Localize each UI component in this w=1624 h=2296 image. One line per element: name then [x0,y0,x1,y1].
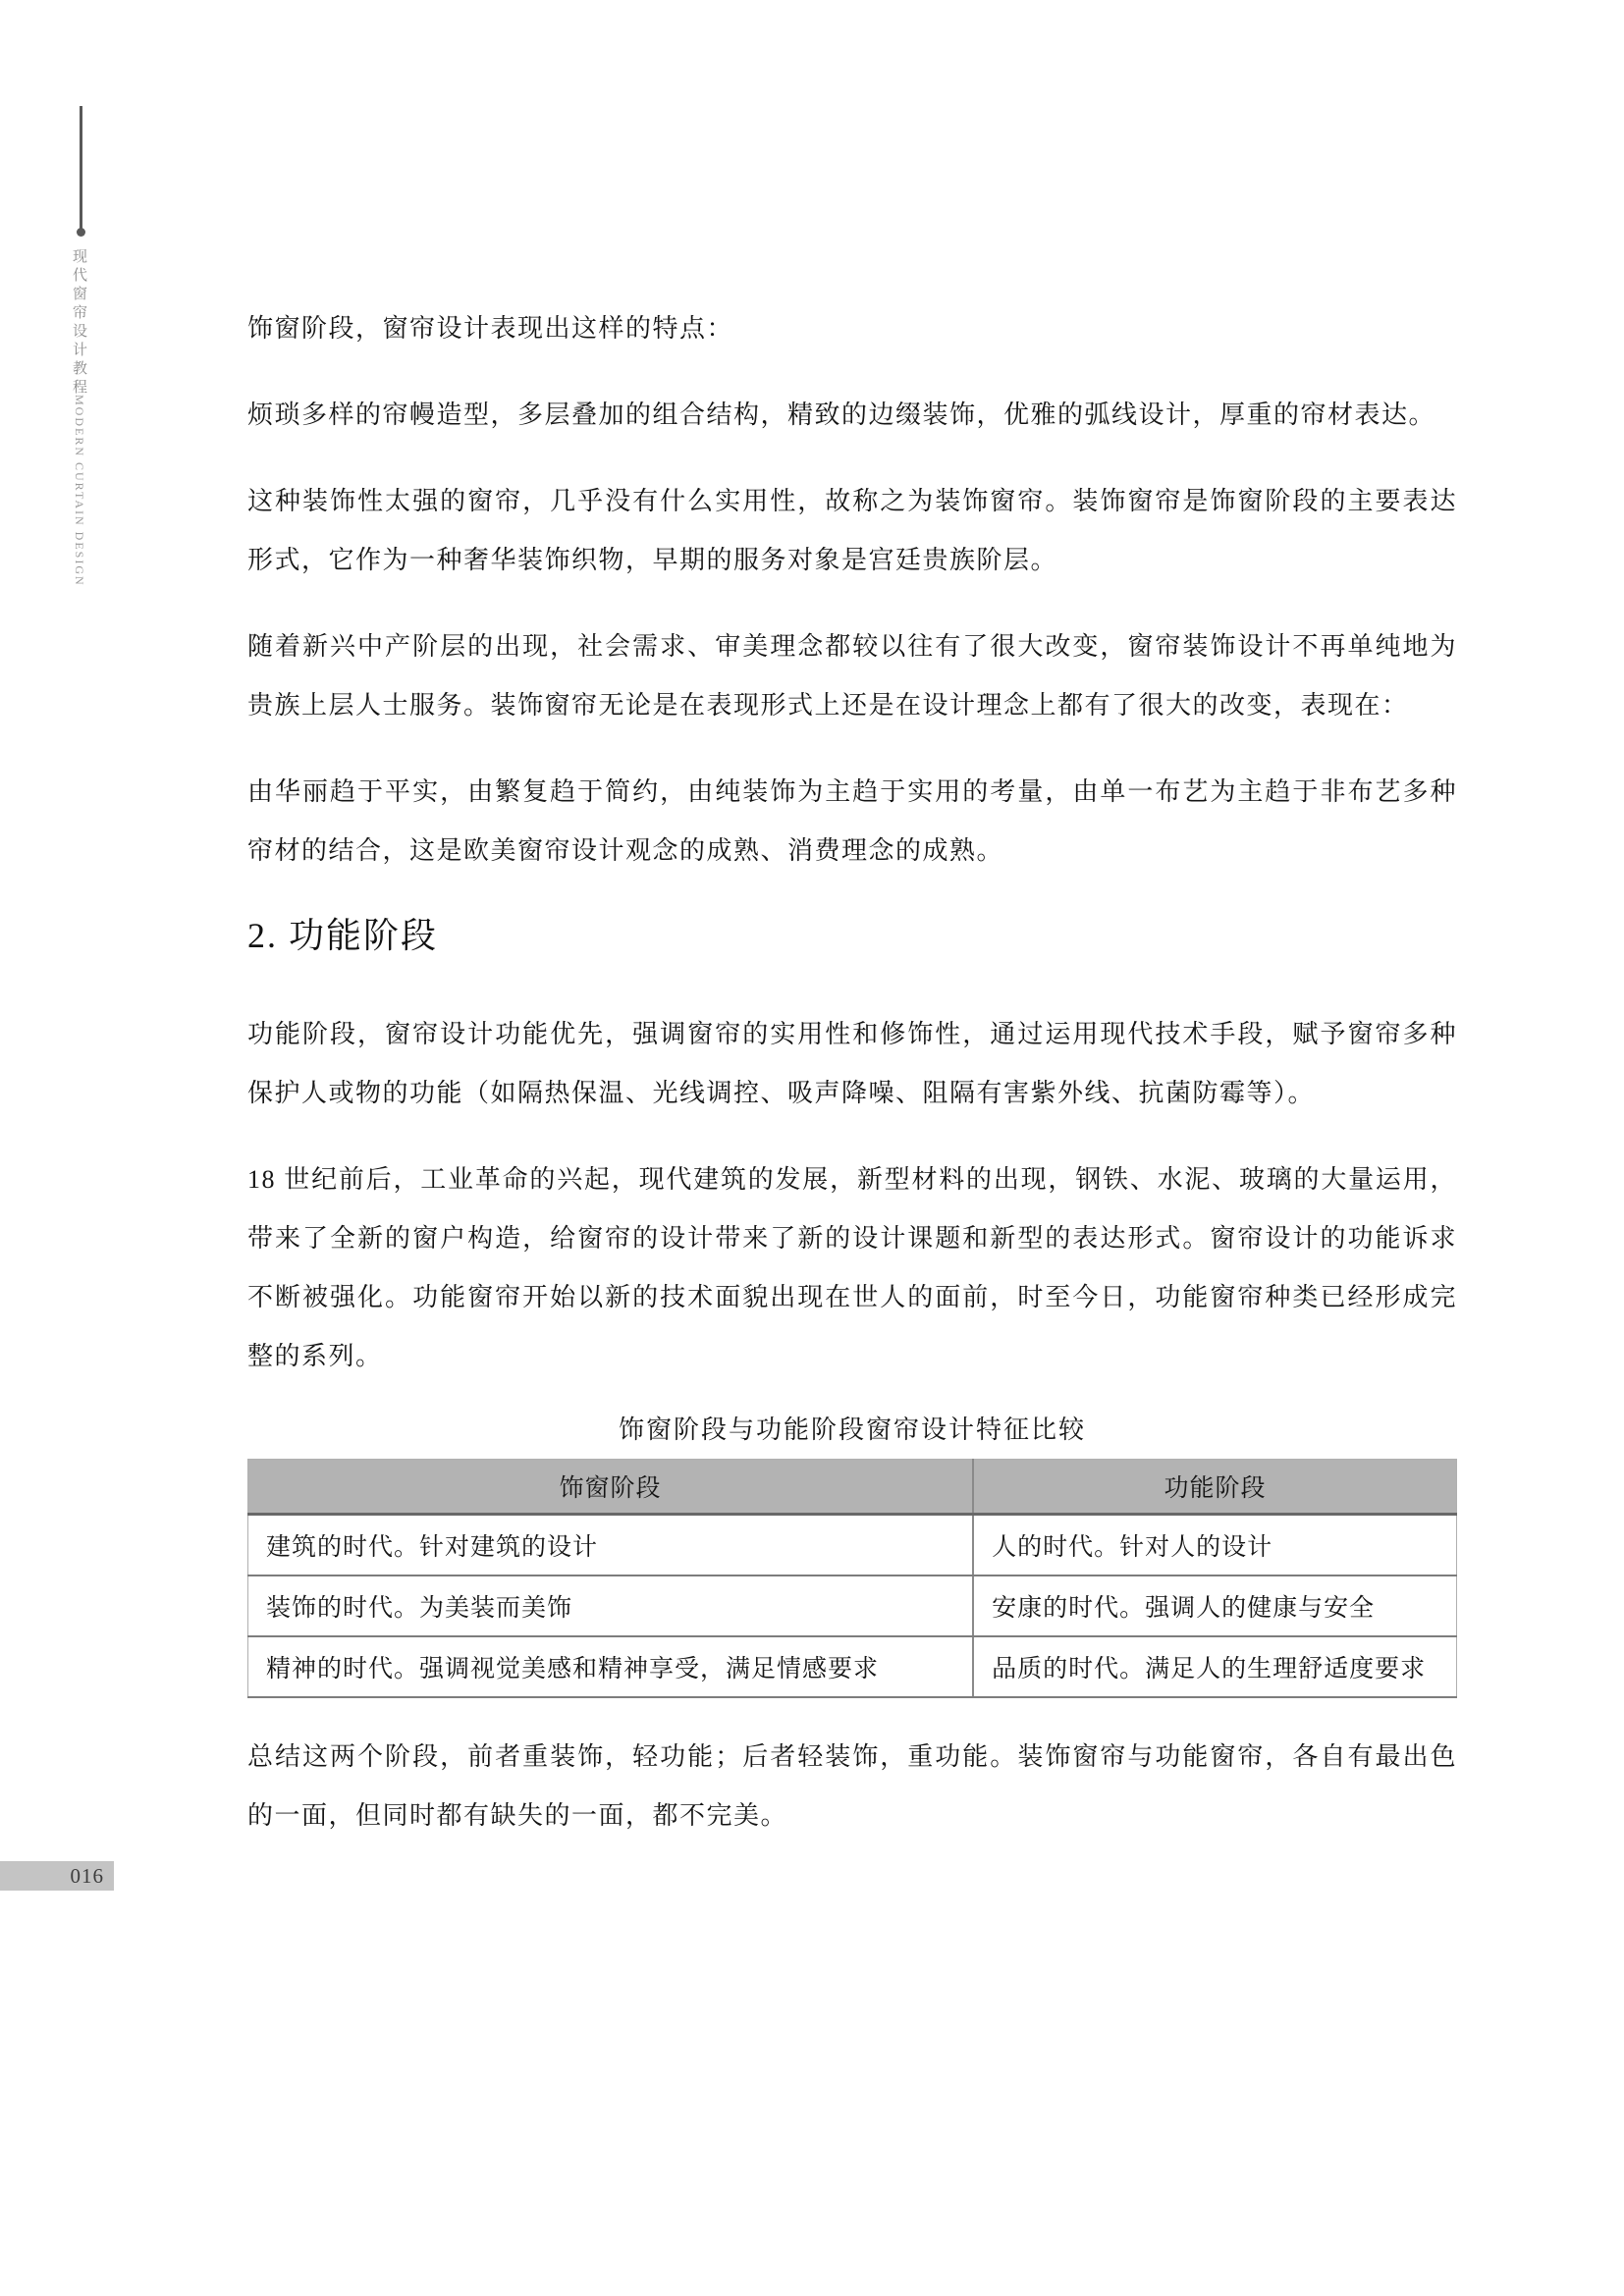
body-paragraph: 18 世纪前后，工业革命的兴起，现代建筑的发展，新型材料的出现，钢铁、水泥、玻璃的大量运用，带来了全新的窗户构造，给窗帘的设计带来了新的设计课题和新型的表达形式。窗帘设计的功能诉求不断被强化。功能窗帘开始以新的技术面貌出现在世人的面前，时至今日，功能窗帘种类已经形成完整的系列。 [247,1165,1457,1370]
body-paragraph: 功能阶段，窗帘设计功能优先，强调窗帘的实用性和修饰性，通过运用现代技术手段，赋予窗帘多种保护人或物的功能（如隔热保温、光线调控、吸声降噪、阻隔有害紫外线、抗菌防霉等）。 [247,1020,1457,1107]
table-title: 饰窗阶段与功能阶段窗帘设计特征比较 [618,1415,1086,1444]
table-cell: 建筑的时代。针对建筑的设计 [248,1515,974,1575]
sidebar-title-cn: 现代窗帘设计教程 [71,248,86,398]
table-cell: 人的时代。针对人的设计 [973,1515,1456,1575]
table-row [248,1515,1457,1575]
table-row [248,1575,1457,1636]
sidebar-title-en: MODERN CURTAIN DESIGN [73,395,86,587]
table-cell: 品质的时代。满足人的生理舒适度要求 [973,1636,1456,1697]
body-paragraph: 由华丽趋于平实，由繁复趋于简约，由纯装饰为主趋于实用的考量，由单一布艺为主趋于非布艺多种帘材的结合，这是欧美窗帘设计观念的成熟、消费理念的成熟。 [247,777,1457,865]
section-heading: 2. 功能阶段 [247,916,439,955]
body-paragraph: 随着新兴中产阶层的出现，社会需求、审美理念都较以往有了很大改变，窗帘装饰设计不再单纯地为贵族上层人士服务。装饰窗帘无论是在表现形式上还是在设计理念上都有了很大的改变，表现在： [247,632,1457,720]
table-header-row [248,1460,1457,1515]
page-number: 016 [70,1863,104,1888]
table-cell: 精神的时代。强调视觉美感和精神享受，满足情感要求 [248,1636,974,1697]
body-paragraph: 烦琐多样的帘幔造型，多层叠加的组合结构，精致的边缀装饰，优雅的弧线设计，厚重的帘材表达。 [247,400,1436,429]
sidebar-rule-dot [77,228,85,237]
table-cell: 安康的时代。强调人的健康与安全 [973,1575,1456,1636]
body-paragraph: 饰窗阶段，窗帘设计表现出这样的特点： [247,314,734,343]
table-cell: 装饰的时代。为美装而美饰 [248,1575,974,1636]
table-row [248,1636,1457,1697]
closing-paragraph: 总结这两个阶段，前者重装饰，轻功能；后者轻装饰，重功能。装饰窗帘与功能窗帘，各自有最出色的一面，但同时都有缺失的一面，都不完美。 [247,1741,1457,1830]
table-header-cell: 功能阶段 [973,1460,1456,1515]
page-number-badge [0,1861,114,1891]
main-content [247,299,1457,1845]
body-paragraph: 这种装饰性太强的窗帘，几乎没有什么实用性，故称之为装饰窗帘。装饰窗帘是饰窗阶段的主要表达形式，它作为一种奢华装饰织物，早期的服务对象是宫廷贵族阶层。 [247,487,1457,574]
table-header-cell: 饰窗阶段 [248,1460,974,1515]
sidebar-rule [80,106,82,232]
comparison-table [247,1459,1457,1698]
